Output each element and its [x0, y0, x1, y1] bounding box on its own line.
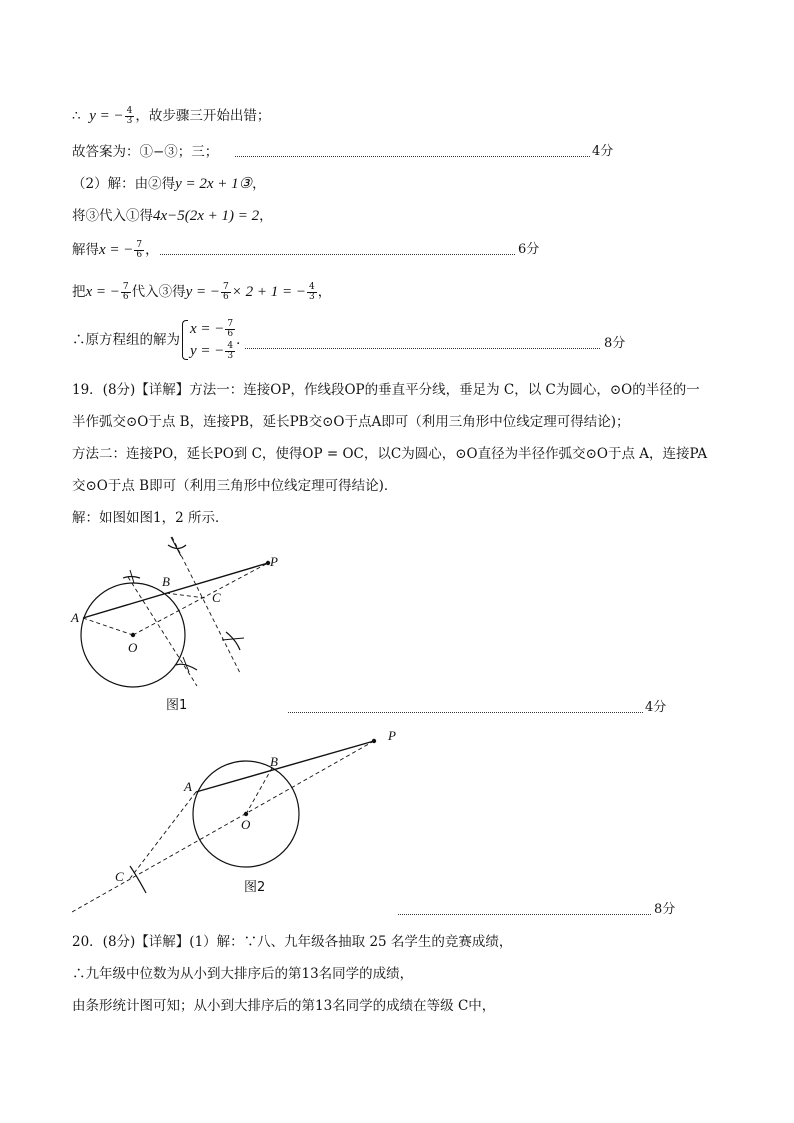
q20-line-1: 20．(8分)【详解】(1）解：∵八、九年级各抽取 25 名学生的竞赛成绩，: [72, 934, 513, 950]
solve-var: x = −: [99, 242, 134, 258]
part2-solve-x: [72, 240, 159, 260]
segment-ap-fig2: [196, 741, 374, 792]
answer-line: 故答案为：①−③；三；: [72, 144, 219, 160]
step3-conclusion: [72, 106, 270, 126]
back-y: y = −: [185, 284, 221, 300]
construction-line: [128, 577, 197, 686]
label-c: C: [212, 590, 221, 605]
denominator: 3: [309, 292, 315, 302]
denominator: 6: [122, 292, 129, 302]
q19-line-5: 解：如图如图1，2 所示．: [72, 510, 229, 526]
label-o: O: [128, 640, 138, 655]
score-8: 8分: [604, 336, 626, 351]
segment-ac-dashed: [128, 792, 196, 881]
q19-line-2: 半作弧交⊙O于点 B，连接PB，延长PB交⊙O于点A即可（利用三角形中位线定理可得结论)；: [72, 414, 630, 430]
label-p: P: [270, 554, 278, 569]
score-6: 6分: [518, 242, 540, 257]
intro-text: （2）解：由②得: [72, 176, 176, 192]
denominator: 6: [227, 329, 234, 339]
back-rest: × 2 + 1 = −: [231, 284, 307, 300]
arc-mark: [183, 657, 189, 672]
system-end: ．: [236, 332, 250, 348]
sub-text: 将③代入①得: [72, 208, 153, 224]
part2-intro: [72, 174, 266, 194]
label-b: B: [162, 574, 170, 589]
score-leader: [160, 254, 515, 255]
sub-eq: 4x−5(2x + 1) = 2: [153, 208, 260, 224]
arc-mark: [168, 545, 186, 549]
score-fig1: 4分: [645, 700, 667, 715]
label-a-fig2: A: [184, 779, 192, 794]
therefore-symbol: ∴: [72, 108, 81, 124]
sys-y: y = −: [190, 343, 225, 359]
intro-eq: y = 2x + 1③: [175, 176, 253, 192]
segment-op-dashed: [133, 563, 268, 635]
figure-2-caption: 图2: [244, 880, 266, 895]
numerator: 4: [309, 282, 315, 292]
label-p-fig2: P: [388, 728, 396, 743]
denominator: 6: [223, 292, 229, 302]
fraction: [121, 283, 131, 302]
fraction: [225, 342, 235, 361]
q20-line-3: 由条形统计图可知；从小到大排序后的第13名同学的成绩在等级 C中，: [72, 998, 496, 1014]
arc-mark: [123, 577, 140, 579]
q19-line-1: 19．(8分)【详解】方法一：连接OP，作线段OP的垂直平分线，垂足为 C，以 C为圆心，⊙O的半径的一: [72, 382, 700, 398]
part2-back-substitution: [72, 282, 331, 302]
point-p: [266, 561, 270, 565]
numerator: 7: [223, 282, 229, 292]
score-fig2: 8分: [654, 902, 676, 917]
perpendicular-bisector: [172, 537, 240, 673]
score-leader: [288, 712, 643, 713]
score-leader: [245, 348, 600, 349]
segment-bo-dashed: [246, 768, 272, 814]
label-b-fig2: B: [270, 754, 278, 769]
segment-ao-dashed: [83, 618, 133, 635]
denominator: 3: [126, 116, 133, 126]
circle-o-fig2: [193, 761, 299, 867]
equation-system: [182, 318, 236, 362]
fraction: [125, 107, 135, 126]
back-prefix: 把: [72, 284, 86, 300]
fraction: [134, 241, 144, 260]
q20-line-2: ∴九年级中位数为从小到大排序后的第13名同学的成绩，: [72, 966, 414, 982]
system-row-y: [190, 340, 236, 362]
back-end: ，: [317, 284, 332, 300]
point-o: [131, 633, 135, 637]
sys-x: x = −: [190, 321, 225, 337]
numerator: 7: [122, 282, 129, 292]
denominator: 6: [136, 250, 143, 260]
arc-mark-fig2: [130, 866, 146, 893]
y-var: y = −: [89, 108, 124, 124]
score-leader: [235, 156, 590, 157]
back-var: x = −: [85, 284, 120, 300]
part2-substitution: [72, 206, 273, 226]
point-o-fig2: [244, 812, 248, 816]
line-po-extended: [72, 741, 374, 912]
sub-end: ，: [259, 208, 273, 224]
q19-line-4: 交⊙O于点 B即可（利用三角形中位线定理可得结论)．: [72, 478, 398, 494]
point-p-fig2: [372, 739, 376, 743]
system-prefix: ∴原方程组的解为: [72, 332, 180, 348]
numerator: 7: [136, 240, 143, 250]
segment-ap: [83, 563, 268, 618]
label-c-fig2: C: [115, 869, 124, 884]
back-mid: 代入③得: [131, 284, 186, 300]
part2-system-solution: [72, 318, 250, 362]
q19-line-3: 方法二：连接PO，延长PO到 C，使得OP = OC，以C为圆心，⊙O直径为半径作弧交⊙O于点 A，连接PA: [72, 446, 708, 462]
system-row-x: [190, 318, 236, 340]
numerator: 4: [126, 106, 133, 116]
score-leader: [398, 914, 651, 915]
label-o-fig2: O: [241, 817, 251, 832]
arc-mark: [171, 537, 181, 556]
denominator: 3: [227, 351, 234, 361]
circle-o: [81, 583, 185, 687]
fraction: [307, 283, 317, 302]
fraction: [221, 283, 231, 302]
arc-mark: [226, 632, 240, 650]
numerator: 4: [227, 341, 234, 351]
solve-end: ，: [145, 242, 159, 258]
arc-mark: [176, 664, 197, 670]
arc-mark: [222, 638, 244, 640]
fraction: [225, 320, 235, 339]
numerator: 7: [227, 319, 234, 329]
solve-prefix: 解得: [72, 242, 99, 258]
arc-mark: [130, 570, 134, 583]
score-4: 4分: [592, 144, 614, 159]
step3-text: ，故步骤三开始出错；: [135, 108, 271, 124]
label-a: A: [71, 610, 79, 625]
segment-bc-dashed: [166, 593, 205, 598]
intro-end: ，: [252, 176, 266, 192]
figure-1-caption: 图1: [166, 698, 188, 713]
